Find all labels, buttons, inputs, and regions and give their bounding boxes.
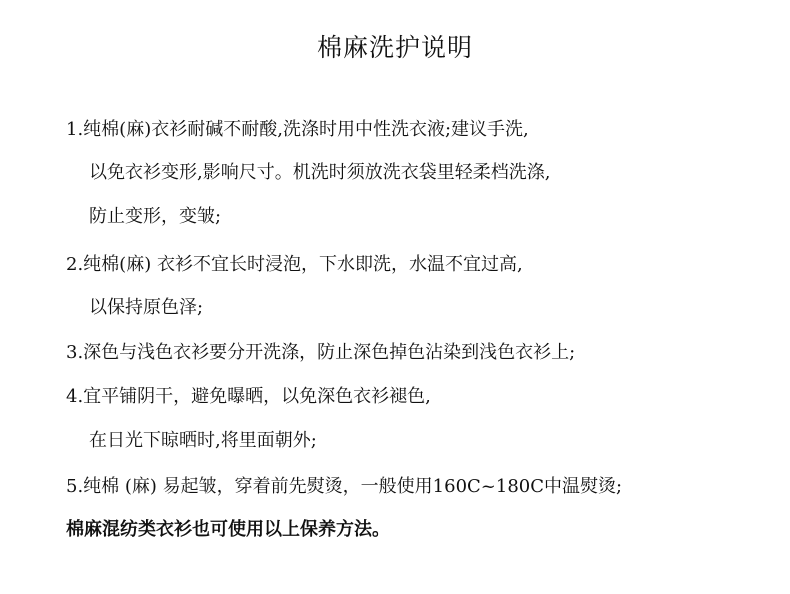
care-text-line-8: 在日光下晾晒时,将里面朝外; (89, 430, 317, 451)
care-text-line-6: 3.深色与浅色衣衫要分开洗涤，防止深色掉色沾染到浅色衣衫上; (66, 342, 576, 363)
care-text-summary: 棉麻混纺类衣衫也可使用以上保养方法。 (66, 519, 390, 540)
care-text-line-9: 5.纯棉 (麻) 易起皱，穿着前先熨烫，一般使用160C~180C中温熨烫; (66, 476, 623, 497)
care-text-line-3: 防止变形，变皱; (89, 206, 222, 227)
care-text-line-5: 以保持原色泽; (89, 297, 204, 318)
care-text-line-1: 1.纯棉(麻)衣衫耐碱不耐酸,洗涤时用中性洗衣液;建议手洗, (66, 119, 529, 140)
care-text-line-4: 2.纯棉(麻) 衣衫不宜长时浸泡，下水即洗，水温不宜过高, (66, 254, 523, 275)
page-title: 棉麻洗护说明 (316, 33, 473, 62)
care-text-line-7: 4.宜平铺阴干，避免曝晒，以免深色衣衫褪色, (66, 386, 431, 407)
care-text-line-2: 以免衣衫变形,影响尺寸。机洗时须放洗衣袋里轻柔档洗涤, (89, 162, 551, 183)
